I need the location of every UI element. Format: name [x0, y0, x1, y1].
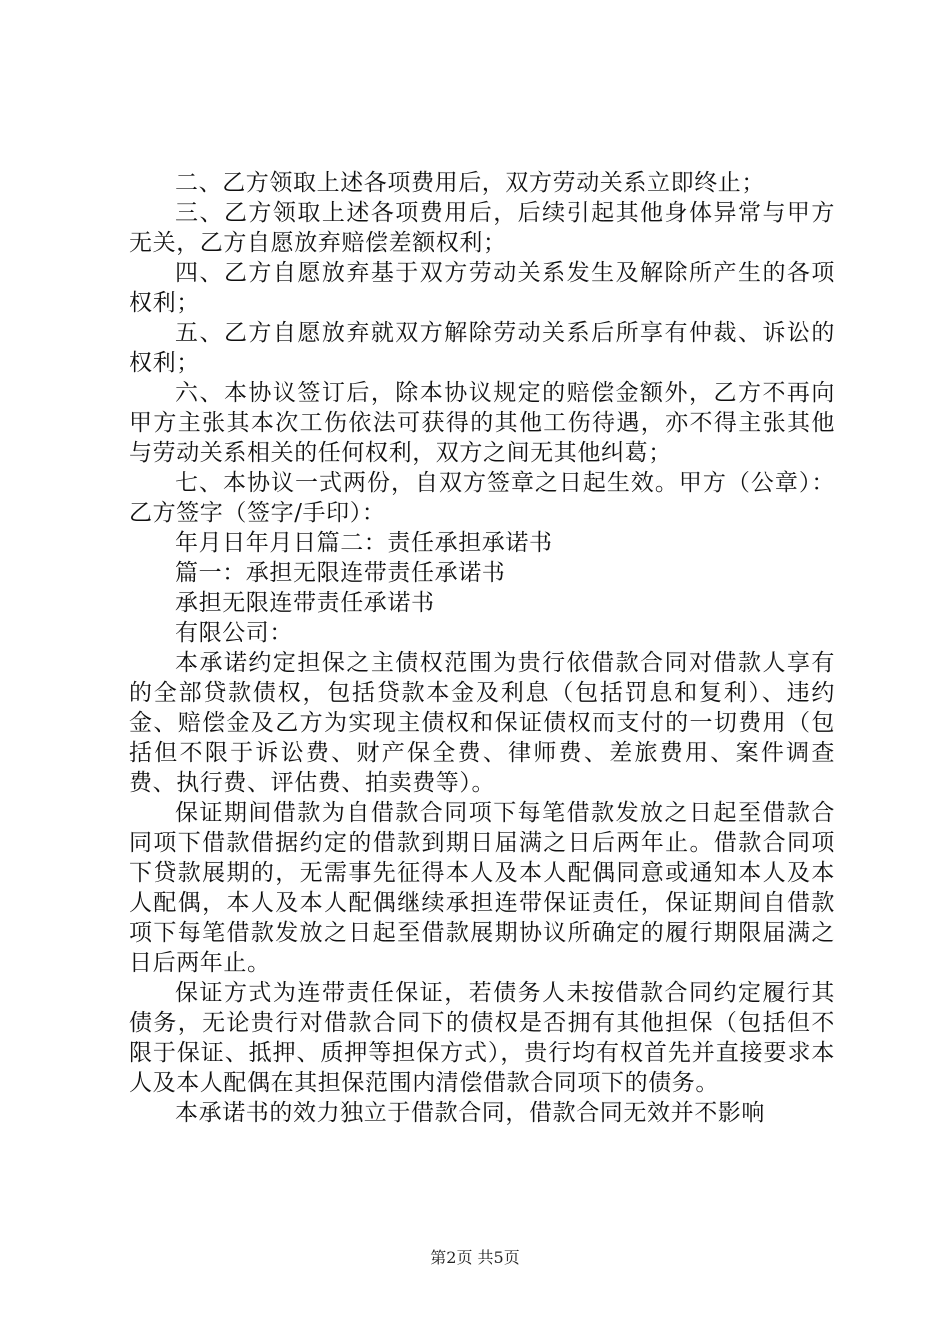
paragraph-clause-5: 五、乙方自愿放弃就双方解除劳动关系后所享有仲裁、诉讼的权利； — [129, 320, 835, 376]
paragraph-scope: 本承诺约定担保之主债权范围为贵行依借款合同对借款人享有的全部贷款债权，包括贷款本金及利息（包括罚息和复利）、违约金、赔偿金及乙方为实现主债权和保证债权而支付的一切费用（包括但不限于诉讼费、财产保全费、律师费、差旅费用、案件调查费、执行费、评估费、拍卖费等）。 — [129, 650, 835, 796]
paragraph-clause-6: 六、本协议签订后，除本协议规定的赔偿金额外，乙方不再向甲方主张其本次工伤依法可获得的其他工伤待遇，亦不得主张其他与劳动关系相关的任何权利，双方之间无其他纠葛； — [129, 380, 835, 466]
paragraph-clause-2: 二、乙方领取上述各项费用后，双方劳动关系立即终止； — [175, 170, 765, 196]
document-body — [129, 168, 835, 1128]
paragraph-addressee: 有限公司： — [175, 620, 293, 646]
paragraph-guarantee-method: 保证方式为连带责任保证，若债务人未按借款合同约定履行其债务，无论贵行对借款合同下的债权是否拥有其他担保（包括但不限于保证、抵押、质押等担保方式），贵行均有权首先并直接要求本人及本人配偶在其担保范围内清偿借款合同项下的债务。 — [129, 980, 835, 1096]
paragraph-validity: 本承诺书的效力独立于借款合同，借款合同无效并不影响 — [175, 1100, 765, 1126]
paragraph-document-title: 承担无限连带责任承诺书 — [175, 590, 435, 616]
page-number-label: 第2页 共5页 — [430, 1248, 520, 1267]
page-footer — [0, 1248, 950, 1268]
paragraph-clause-7: 七、本协议一式两份，自双方签章之日起生效。甲方（公章）：乙方签字（签字/手印）： — [129, 470, 835, 526]
paragraph-clause-3: 三、乙方领取上述各项费用后，后续引起其他身体异常与甲方无关，乙方自愿放弃赔偿差额权利； — [129, 200, 835, 256]
paragraph-section-heading: 篇一：承担无限连带责任承诺书 — [175, 560, 506, 586]
paragraph-guarantee-period: 保证期间借款为自借款合同项下每笔借款发放之日起至借款合同项下借款借据约定的借款到期日届满之日后两年止。借款合同项下贷款展期的，无需事先征得本人及本人配偶同意或通知本人及本人配偶，本人及本人配偶继续承担连带保证责任，保证期间自借款项下每笔借款发放之日起至借款展期协议所确定的履行期限届满之日后两年止。 — [129, 800, 835, 976]
paragraph-date-line: 年月日年月日篇二：责任承担承诺书 — [175, 530, 553, 556]
paragraph-clause-4: 四、乙方自愿放弃基于双方劳动关系发生及解除所产生的各项权利； — [129, 260, 835, 316]
